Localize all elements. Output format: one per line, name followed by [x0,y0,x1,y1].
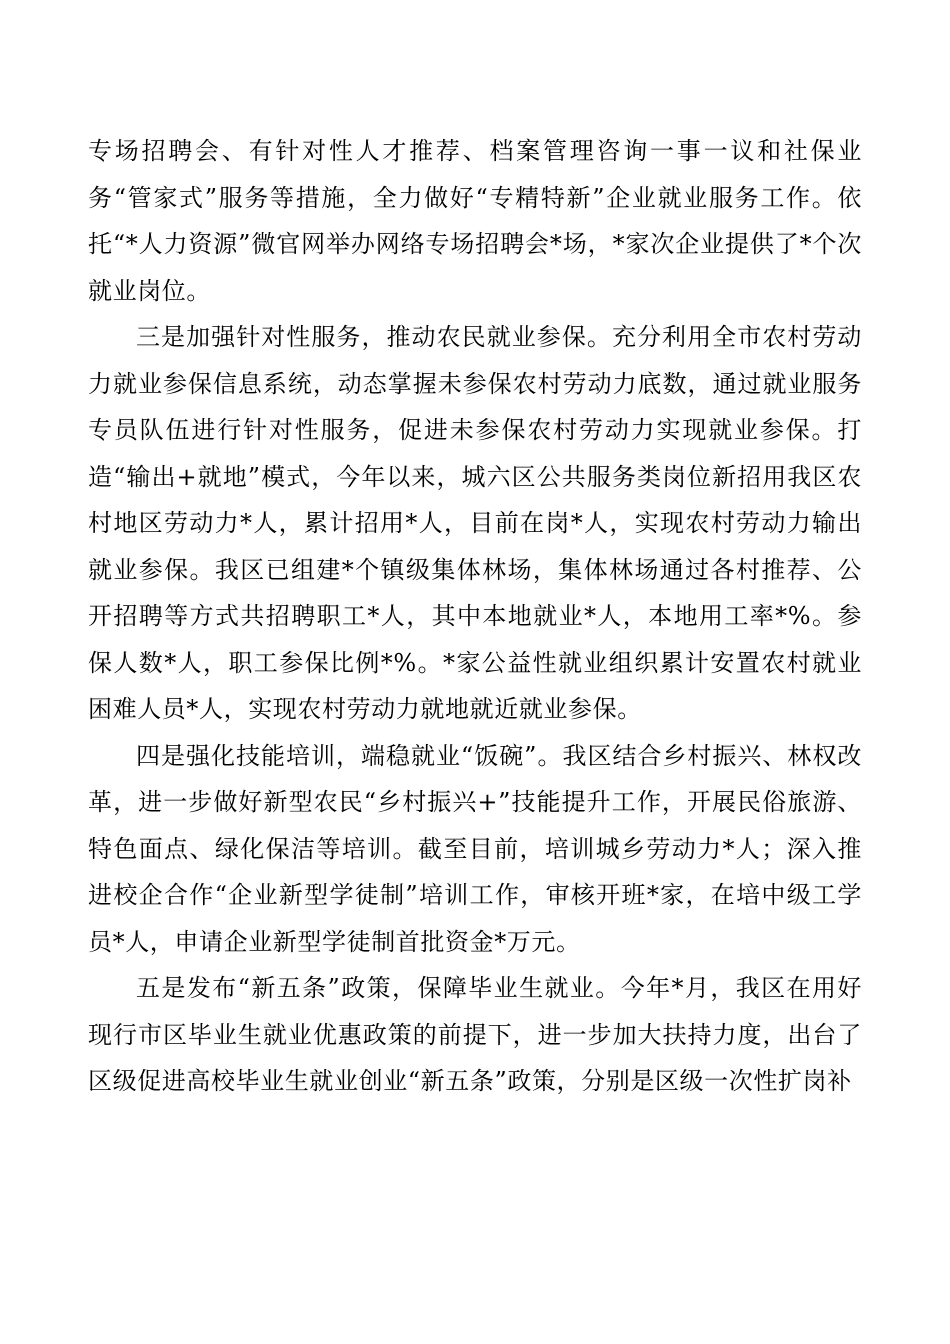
paragraph-continuation: 专场招聘会、有针对性人才推荐、档案管理咨询一事一议和社保业务“管家式”服务等措施，全力做好“专精特新”企业就业服务工作。依托“*人力资源”微官网举办网络专场招聘会*场，*家次企业提供了*个次就业岗位。 [88,137,862,305]
paragraph-farmer-employment-insurance: 三是加强针对性服务，推动农民就业参保。充分利用全市农村劳动力就业参保信息系统，动态掌握未参保农村劳动力底数，通过就业服务专员队伍进行针对性服务，促进未参保农村劳动力实现就业参保。打造“输出+就地”模式，今年以来，城六区公共服务类岗位新招用我区农村地区劳动力*人，累计招用*人，目前在岗*人，实现农村劳动力输出就业参保。我区已组建*个镇级集体林场，集体林场通过各村推荐、公开招聘等方式共招聘职工*人，其中本地就业*人，本地用工率*%。参保人数*人，职工参保比例*%。*家公益性就业组织累计安置农村就业困难人员*人，实现农村劳动力就地就近就业参保。 [88,323,862,723]
paragraph-skills-training: 四是强化技能培训，端稳就业“饭碗”。我区结合乡村振兴、林权改革，进一步做好新型农民“乡村振兴+”技能提升工作，开展民俗旅游、特色面点、绿化保洁等培训。截至目前，培训城乡劳动力*人；深入推进校企合作“企业新型学徒制”培训工作，审核开班*家，在培中级工学员*人，申请企业新型学徒制首批资金*万元。 [88,741,862,956]
paragraph-graduate-employment-policy: 五是发布“新五条”政策，保障毕业生就业。今年*月，我区在用好现行市区毕业生就业优惠政策的前提下，进一步加大扶持力度，出台了区级促进高校毕业生就业创业“新五条”政策，分别是区级一次性扩岗补 [88,974,862,1095]
document-body [88,128,862,1105]
